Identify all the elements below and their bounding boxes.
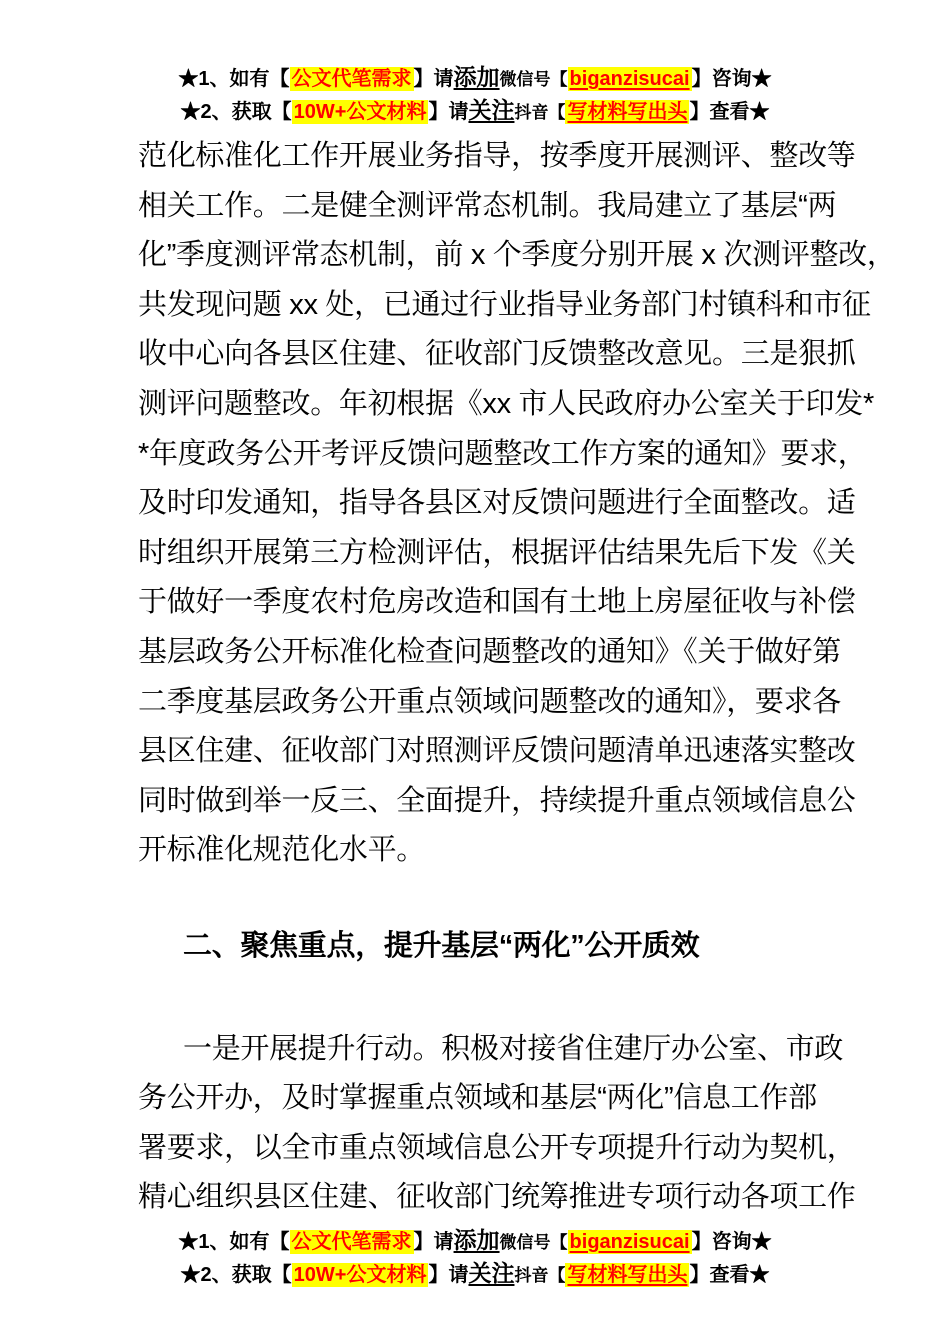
- promo-footer-line-2: [0, 1258, 950, 1291]
- promo-footer-line-1: [0, 1225, 950, 1258]
- text-line: 及时印发通知，指导各县区对反馈问题进行全面整改。适: [138, 487, 856, 520]
- promo-segment: 写材料写出头: [567, 1263, 688, 1286]
- promo-header: [0, 0, 950, 128]
- promo-segment: 关注: [468, 1259, 515, 1286]
- paragraph-1: [138, 132, 896, 876]
- text-line: 务公开办，及时掌握重点领域和基层“两化”信息工作部: [138, 1082, 817, 1115]
- promo-segment: 写材料写出头: [567, 101, 688, 123]
- promo-segment: 公文代笔需求: [291, 1230, 412, 1253]
- promo-segment: 】请: [413, 68, 454, 90]
- text-line: 相关工作。二是健全测评常态机制。我局建立了基层“两: [138, 189, 837, 222]
- promo-segment: 公文代笔需求: [291, 68, 412, 90]
- promo-segment: 添加: [453, 64, 500, 90]
- promo-segment: 添加: [453, 1226, 500, 1253]
- promo-segment: 】查看★: [689, 1263, 770, 1286]
- promo-segment: 】查看★: [689, 101, 770, 123]
- text-line: 署要求，以全市重点领域信息公开专项提升行动为契机，: [138, 1131, 856, 1164]
- promo-segment: 微信号【: [499, 1232, 568, 1252]
- text-line: 同时做到举一反三、全面提升，持续提升重点领域信息公: [138, 784, 856, 817]
- promo-segment: ★2、获取【: [180, 1263, 292, 1286]
- text-line: 化”季度测评常态机制，前 x 个季度分别开展 x 次测评整改，: [138, 239, 896, 272]
- document-body: [0, 132, 950, 1223]
- text-line: 测评问题整改。年初根据《xx 市人民政府办公室关于印发*: [138, 387, 874, 420]
- promo-segment: 抖音【: [514, 103, 566, 122]
- text-line: 范化标准化工作开展业务指导，按季度开展测评、整改等: [138, 140, 856, 172]
- promo-segment: ★1、如有【: [178, 1230, 290, 1253]
- text-line: 二季度基层政务公开重点领域问题整改的通知》，要求各: [138, 685, 842, 718]
- promo-segment: ★2、获取【: [180, 101, 292, 123]
- section-heading: 二、聚焦重点，提升基层“两化”公开质效: [183, 929, 700, 962]
- text-line: 共发现问题 xx 处，已通过行业指导业务部门村镇科和市征: [138, 288, 871, 321]
- promo-segment: biganzisucai: [569, 68, 690, 90]
- paragraph-2: [138, 1025, 856, 1223]
- promo-segment: ★1、如有【: [178, 68, 290, 90]
- promo-segment: 】请: [428, 101, 469, 123]
- text-line: 时组织开展第三方检测评估，根据评估结果先后下发《关: [138, 536, 856, 569]
- promo-segment: 】咨询★: [691, 1230, 772, 1253]
- text-line: 基层政务公开标准化检查问题整改的通知》《关于做好第: [138, 635, 842, 668]
- promo-header-line-2: [0, 95, 950, 128]
- promo-segment: 关注: [468, 97, 515, 123]
- promo-segment: 】请: [413, 1230, 454, 1253]
- text-line: 于做好一季度农村危房改造和国有土地上房屋征收与补偿: [138, 586, 856, 619]
- promo-segment: 10W+公文材料: [293, 1263, 427, 1286]
- promo-segment: 抖音【: [514, 1265, 566, 1285]
- text-line: 县区住建、征收部门对照测评反馈问题清单迅速落实整改: [138, 735, 856, 768]
- promo-header-line-1: [0, 62, 950, 95]
- text-line: 精心组织县区住建、征收部门统筹推进专项行动各项工作: [138, 1181, 856, 1214]
- promo-segment: 10W+公文材料: [293, 101, 427, 123]
- text-line: 一是开展提升行动。积极对接省住建厅办公室、市政: [183, 1032, 844, 1065]
- text-line: 收中心向各县区住建、征收部门反馈整改意见。三是狠抓: [138, 338, 856, 371]
- promo-segment: 】咨询★: [691, 68, 772, 90]
- promo-footer: [0, 1225, 950, 1291]
- promo-segment: 微信号【: [499, 70, 568, 89]
- text-line: 开标准化规范化水平。: [138, 834, 426, 867]
- text-line: *年度政务公开考评反馈问题整改工作方案的通知》要求，: [138, 437, 867, 470]
- promo-segment: 】请: [428, 1263, 469, 1286]
- promo-segment: biganzisucai: [569, 1230, 690, 1253]
